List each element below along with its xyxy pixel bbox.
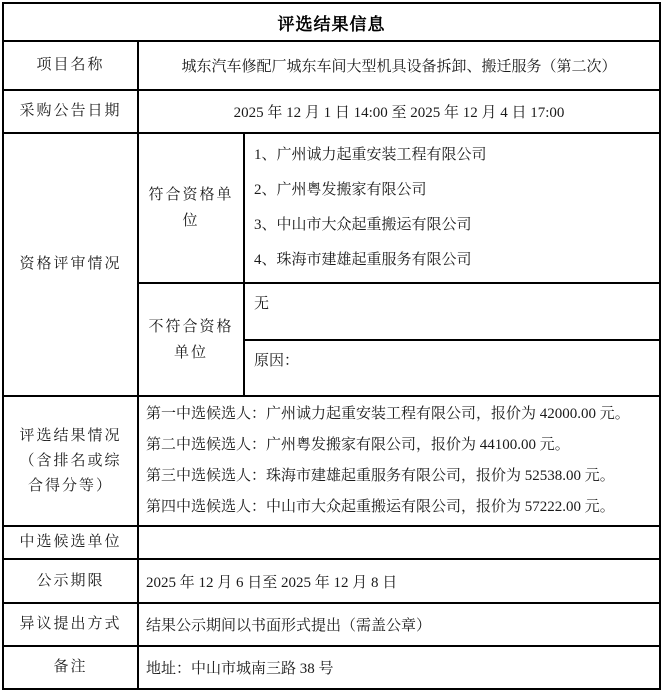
label-announcement-date: 采购公告日期 xyxy=(3,90,138,133)
label-remarks: 备注 xyxy=(3,646,138,689)
result-table xyxy=(2,2,661,690)
label-selected-candidate-units: 中选候选单位 xyxy=(3,526,138,559)
qualified-unit-item: 4、珠海市建雄起重服务有限公司 xyxy=(254,252,472,268)
remarks-value: 地址：中山市城南三路 38 号 xyxy=(138,646,660,689)
result-line: 第四中选候选人：中山市大众起重搬运有限公司，报价为 57222.00 元。 xyxy=(146,499,615,515)
unqualified-units-value: 无 xyxy=(244,283,660,340)
result-line: 第一中选候选人：广州诚力起重安装工程有限公司，报价为 42000.00 元。 xyxy=(146,406,630,422)
page-title: 评选结果信息 xyxy=(3,3,660,41)
label-project-name: 项目名称 xyxy=(3,41,138,90)
qualified-unit-item: 2、广州粤发搬家有限公司 xyxy=(254,182,427,198)
unqualified-reason-label: 原因： xyxy=(244,340,660,396)
label-publicity-period: 公示期限 xyxy=(3,559,138,603)
objection-method-value: 结果公示期间以书面形式提出（需盖公章） xyxy=(138,603,660,646)
announcement-date-value: 2025 年 12 月 1 日 14:00 至 2025 年 12 月 4 日 17:00 xyxy=(138,90,660,133)
label-selection-result: 评选结果情况（含排名或综合得分等） xyxy=(3,396,138,526)
label-unqualified-units: 不符合资格单位 xyxy=(138,283,244,396)
label-objection-method: 异议提出方式 xyxy=(3,603,138,646)
project-name-value: 城东汽车修配厂城东车间大型机具设备拆卸、搬迁服务（第二次） xyxy=(138,41,660,90)
qualified-unit-item: 1、广州诚力起重安装工程有限公司 xyxy=(254,147,487,163)
selected-candidate-units-value xyxy=(138,526,660,559)
result-line: 第三中选候选人：珠海市建雄起重服务有限公司，报价为 52538.00 元。 xyxy=(146,468,615,484)
qualified-unit-item: 3、中山市大众起重搬运有限公司 xyxy=(254,217,472,233)
result-line: 第二中选候选人：广州粤发搬家有限公司，报价为 44100.00 元。 xyxy=(146,437,570,453)
qualified-units-list xyxy=(244,133,660,283)
selection-result-lines xyxy=(138,396,660,526)
label-qualification-review: 资格评审情况 xyxy=(3,133,138,396)
label-qualified-units: 符合资格单位 xyxy=(138,133,244,283)
publicity-period-value: 2025 年 12 月 6 日至 2025 年 12 月 8 日 xyxy=(138,559,660,603)
